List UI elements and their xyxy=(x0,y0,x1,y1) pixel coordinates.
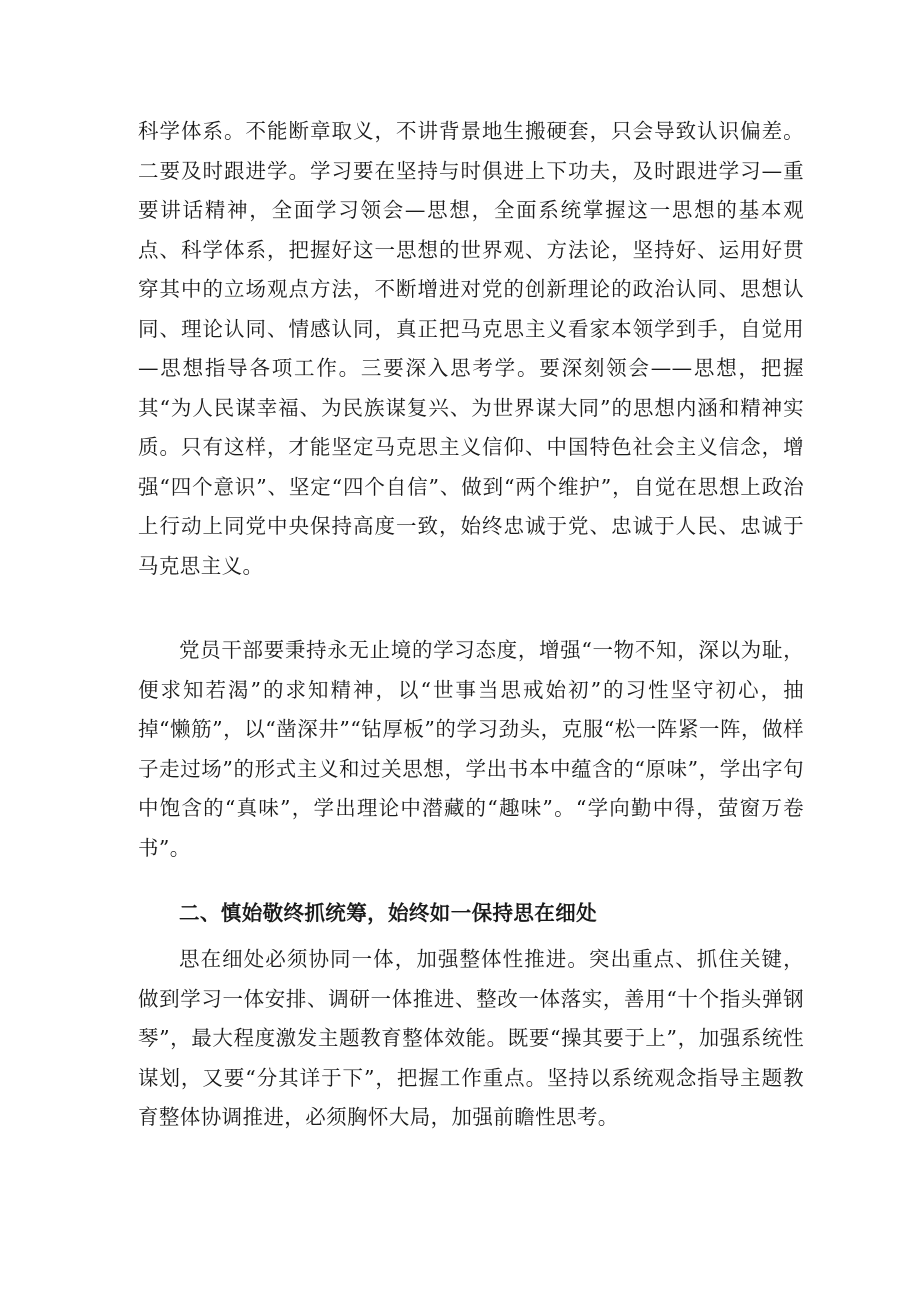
paragraph-study-continuation: 科学体系。不能断章取义，不讲背景地生搬硬套，只会导致认识偏差。二要及时跟进学。学习要在坚持与时俱进上下功夫，及时跟进学习—重要讲话精神，全面学习领会—思想，全面系统掌握这一思想的基本观点、科学体系，把握好这一思想的世界观、方法论，坚持好、运用好贯穿其中的立场观点方法，不断增进对党的创新理论的政治认同、思想认同、理论认同、情感认同，真正把马克思主义看家本领学到手，自觉用—思想指导各项工作。三要深入思考学。要深刻领会——思想，把握其“为人民谋幸福、为民族谋复兴、为世界谋大同”的思想内涵和精神实质。只有这样，才能坚定马克思主义信仰、中国特色社会主义信念，增强“四个意识”、坚定“四个自信”、做到“两个维护”，自觉在思想上政治上行动上同党中央保持高度一致，始终忠诚于党、忠诚于人民、忠诚于马克思主义。 xyxy=(138,119,804,578)
section-heading-two: 二、慎始敬终抓统筹，始终如一保持思在细处 xyxy=(179,901,597,925)
paragraph-learning-attitude: 党员干部要秉持永无止境的学习态度，增强“一物不知，深以为耻，便求知若渴”的求知精神，以“世事当思戒始初”的习性坚守初心，抽掉“懒筋”，以“凿深井”“钻厚板”的学习劲头，克服“松一阵紧一阵，做样子走过场”的形式主义和过关思想，学出书本中蕴含的“原味”，学出字句中饱含的“真味”，学出理论中潜藏的“趣味”。“学向勤中得，萤窗万卷书”。 xyxy=(138,638,804,860)
paragraph-coordination: 思在细处必须协同一体，加强整体性推进。突出重点、抓住关键，做到学习一体安排、调研一体推进、整改一体落实，善用“十个指头弹钢琴”，最大程度激发主题教育整体效能。既要“操其要于上”，加强系统性谋划，又要“分其详于下”，把握工作重点。坚持以系统观念指导主题教育整体协调推进，必须胸怀大局，加强前瞻性思考。 xyxy=(138,947,804,1129)
